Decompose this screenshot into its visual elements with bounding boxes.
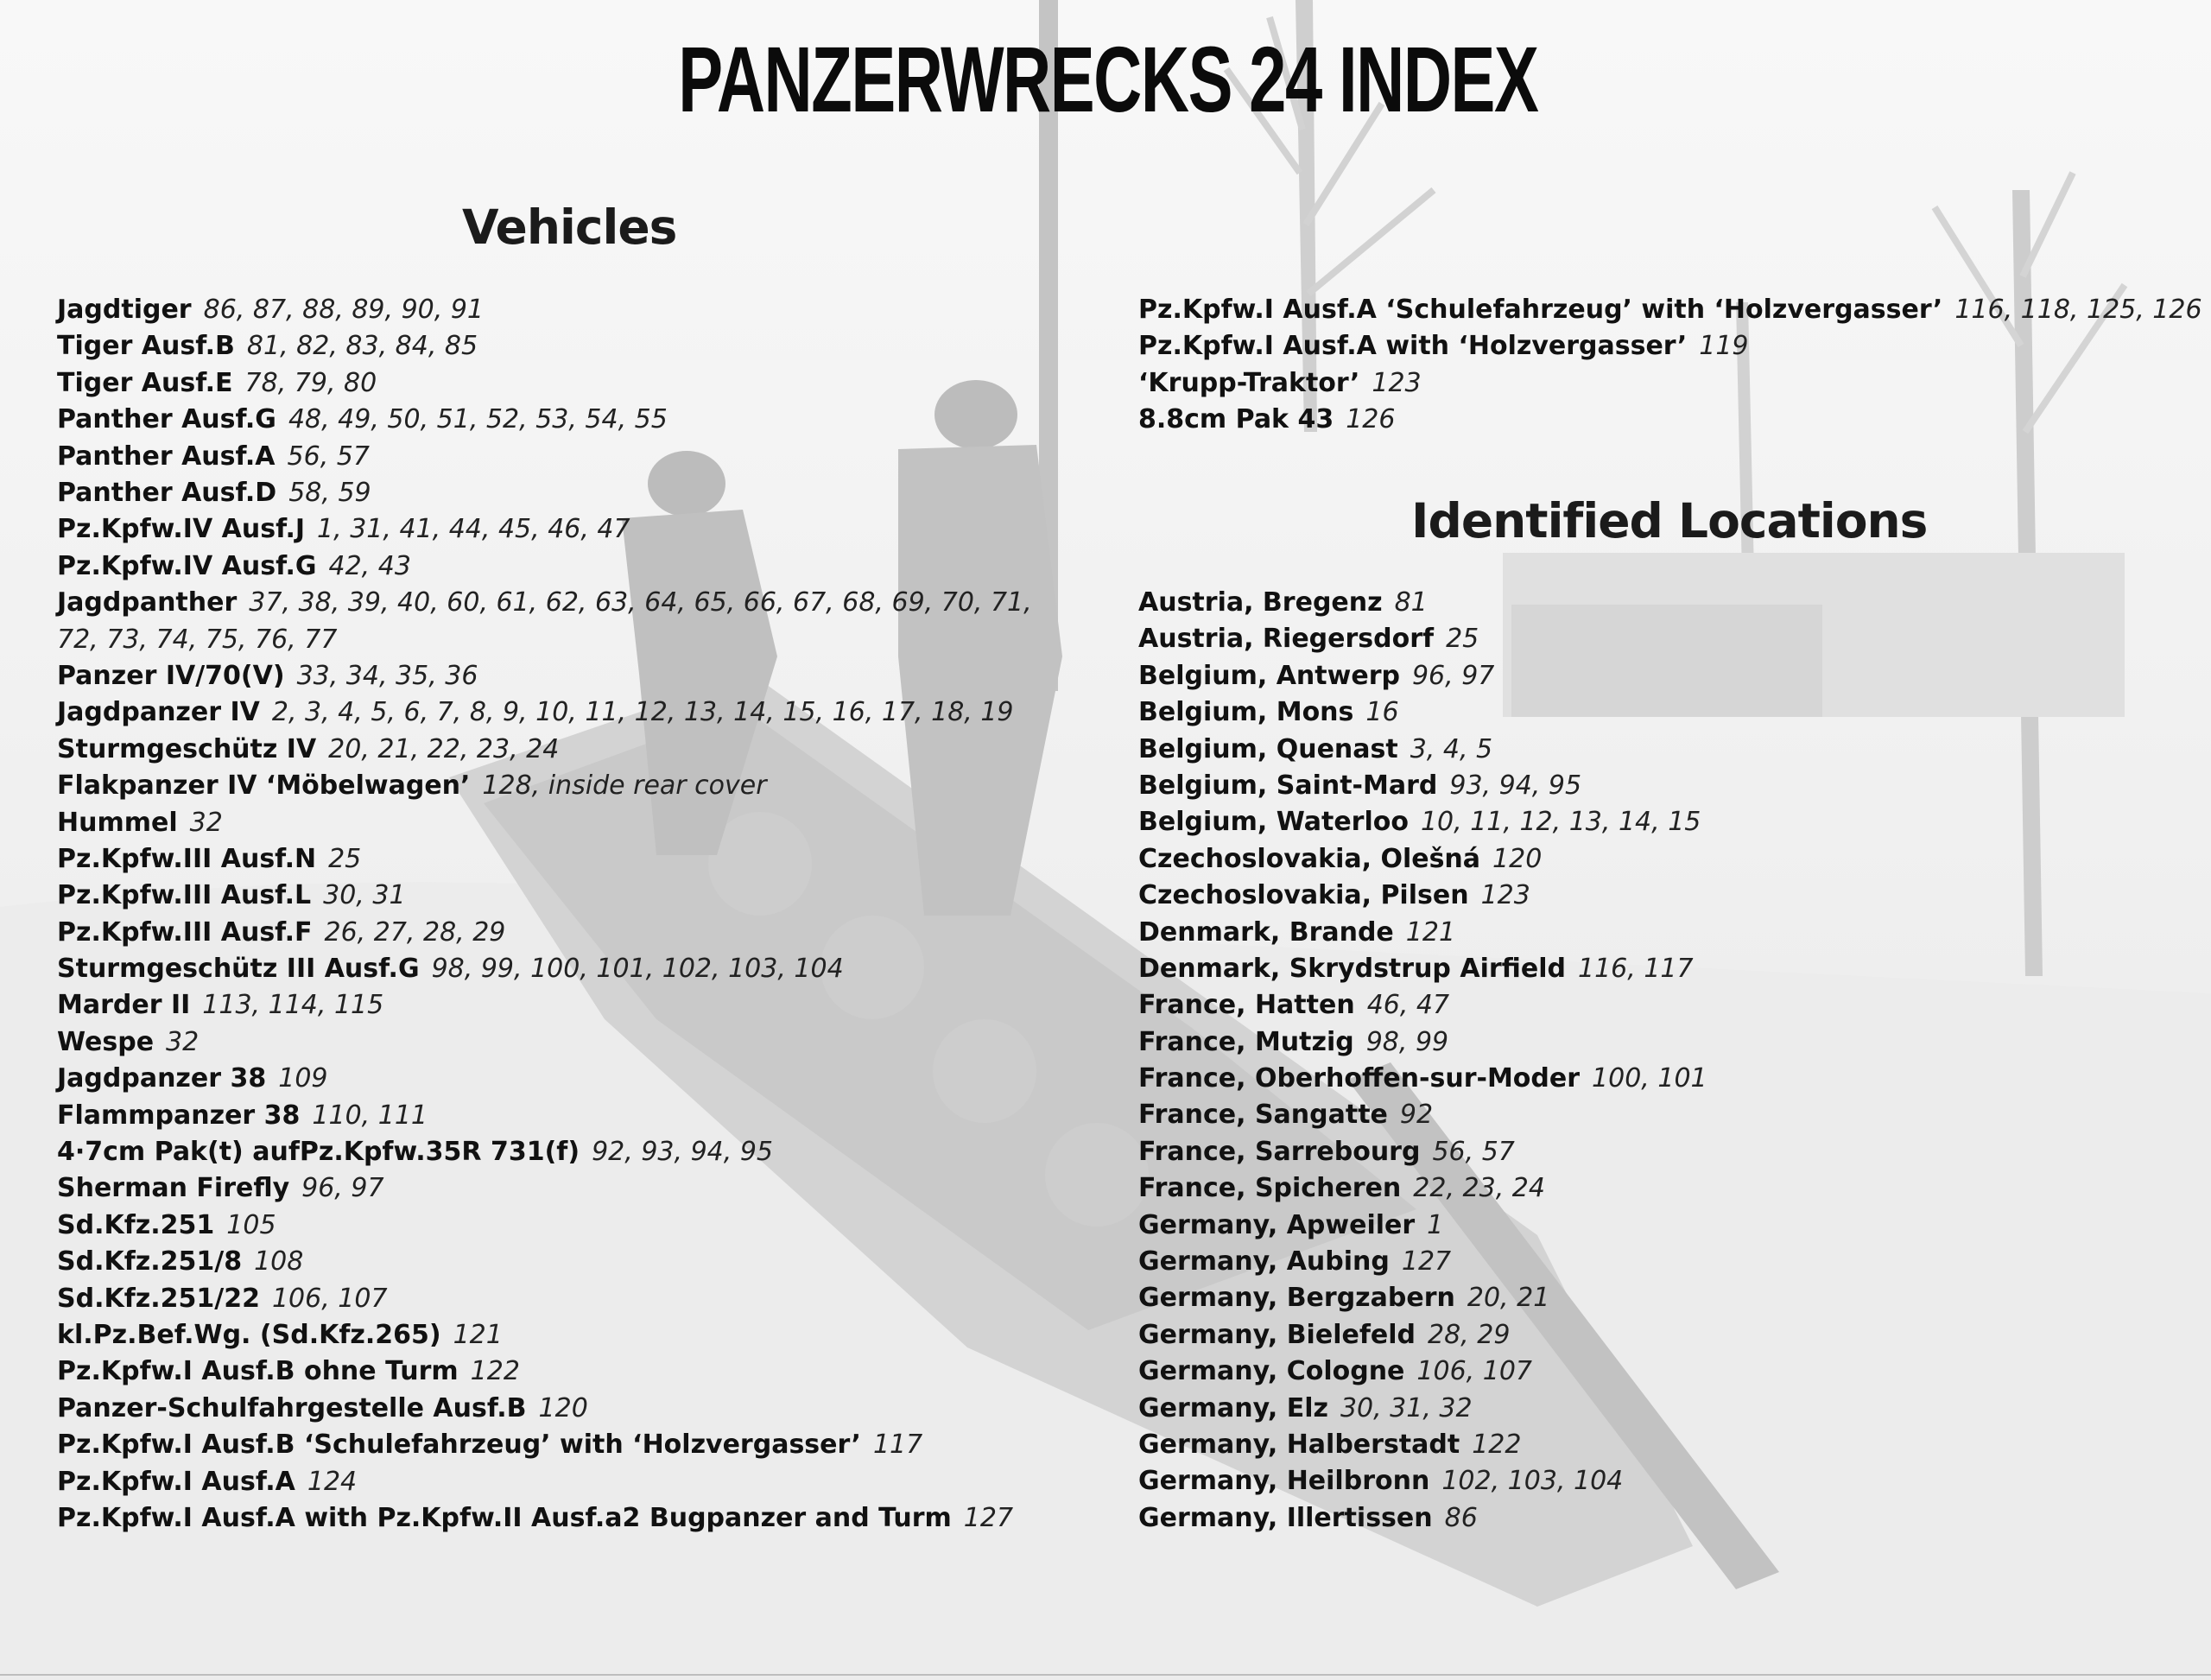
location-entry [1138,804,2192,840]
entry-name: France, Oberhoffen-sur-Moder [1138,1063,1581,1094]
entry-name: Sturmgeschütz IV [57,733,317,764]
vehicle-entry [57,402,1050,438]
entry-pages: 86, 87, 88, 89, 90, 91 [203,295,485,325]
entry-pages: 121 [453,1319,503,1350]
entry-name: Wespe [57,1026,155,1057]
entry-name: Austria, Bregenz [1138,587,1383,618]
entry-name: Panther Ausf.A [57,441,276,472]
entry-name: Flammpanzer 38 [57,1100,301,1131]
entry-pages: 127 [963,1502,1014,1533]
entry-name: Tiger Ausf.B [57,331,235,362]
entry-pages: 1, 31, 41, 44, 45, 46, 47 [317,514,630,545]
entry-pages: 106, 107 [271,1283,388,1314]
entry-name: Panther Ausf.D [57,477,277,508]
entry-pages: 121 [1405,916,1456,948]
entry-pages: 2, 3, 4, 5, 6, 7, 8, 9, 10, 11, 12, 13, 14, 15, 16, 17, 18, 19 [271,697,1014,728]
entry-name: Belgium, Mons [1138,697,1354,728]
entry-pages: 98, 99 [1365,1026,1449,1057]
vehicle-entry [57,1317,1050,1354]
vehicle-entry [57,548,1050,585]
vehicle-entry [1138,402,2192,438]
entry-pages: 108 [254,1246,304,1277]
vehicle-entry [57,1208,1050,1244]
entry-pages: 30, 31 [323,880,406,911]
entry-name: Germany, Bergzabern [1138,1283,1455,1314]
vehicle-entry [57,1427,1050,1463]
vehicle-entry [57,1391,1050,1427]
entry-pages: 96, 97 [1411,660,1495,691]
entry-name: Sherman Firefly [57,1173,290,1204]
entry-pages: 117 [872,1430,923,1461]
location-entry [1138,878,2192,914]
entry-pages: 86 [1444,1502,1478,1533]
location-entry [1138,1061,2192,1097]
entry-pages: 120 [1492,843,1543,874]
entry-pages: 127 [1401,1246,1452,1277]
entry-pages: 20, 21, 22, 23, 24 [328,733,560,764]
vehicles-heading: Vehicles [462,200,677,255]
entry-name: Germany, Elz [1138,1392,1328,1423]
vehicle-entry [57,768,1050,804]
vehicle-entry [57,1170,1050,1207]
vehicle-entry [57,585,1050,658]
entry-pages: 25 [1446,624,1479,655]
vehicle-entry [57,915,1050,951]
entry-name: Pz.Kpfw.I Ausf.A ‘Schulefahrzeug’ with ‘Holzvergasser’ [1138,295,1943,325]
entry-name: Jagdpanther [57,587,238,618]
page-bottom-edge [0,1674,2211,1676]
vehicle-entry [57,1354,1050,1390]
entry-name: Denmark, Brande [1138,916,1394,948]
vehicle-entry [57,328,1050,365]
location-entry [1138,658,2192,694]
entry-name: Germany, Bielefeld [1138,1319,1416,1350]
entry-pages: 116, 118, 125, 126 [1954,295,2202,325]
entry-pages: 46, 47 [1366,990,1450,1021]
entry-pages: 110, 111 [312,1100,428,1131]
entry-name: Czechoslovakia, Olešná [1138,843,1481,874]
entry-name: Denmark, Skrydstrup Airfield [1138,953,1566,984]
vehicle-entry [57,1134,1050,1170]
vehicle-entry [1138,365,2192,402]
entry-pages: 96, 97 [301,1173,384,1204]
vehicle-entry [57,1464,1050,1500]
entry-pages: 48, 49, 50, 51, 52, 53, 54, 55 [288,404,668,435]
entry-name: Pz.Kpfw.III Ausf.N [57,843,317,874]
location-entry [1138,1134,2192,1170]
entry-pages: 20, 21 [1467,1283,1550,1314]
page-title: PANZERWRECKS 24 INDEX [678,27,1538,131]
entry-name: Marder II [57,990,191,1021]
entry-pages: 123 [1480,880,1530,911]
entry-name: Hummel [57,807,178,838]
entry-pages: 16 [1365,697,1399,728]
entry-name: Pz.Kpfw.I Ausf.B ohne Turm [57,1356,459,1387]
entry-pages: 1 [1427,1209,1444,1240]
entry-name: Jagdpanzer 38 [57,1063,267,1094]
entry-pages: 3, 4, 5 [1410,733,1493,764]
vehicles-index-continued-list [1138,292,2202,439]
entry-name: Germany, Illertissen [1138,1502,1433,1533]
entry-pages: 22, 23, 24 [1413,1173,1545,1204]
entry-pages: 78, 79, 80 [244,367,377,398]
location-entry [1138,915,2192,951]
location-entry [1138,1170,2192,1207]
entry-pages: 128, inside rear cover [482,770,767,802]
vehicle-entry [57,1024,1050,1061]
vehicle-entry [57,987,1050,1024]
entry-name: Czechoslovakia, Pilsen [1138,880,1469,911]
vehicle-entry [57,292,1050,328]
entry-pages: 37, 38, 39, 40, 60, 61, 62, 63, 64, 65, 66, 67, 68, 69, 70, 71, 72, 73, 74, 75, 76, 77 [57,587,1032,655]
entry-name: Belgium, Antwerp [1138,660,1400,691]
entry-name: Panther Ausf.G [57,404,276,435]
vehicle-entry [57,805,1050,841]
location-entry [1138,1024,2192,1061]
location-entry [1138,1244,2192,1280]
location-entry [1138,1280,2192,1316]
location-entry [1138,1500,2192,1537]
entry-name: Pz.Kpfw.IV Ausf.G [57,550,317,581]
vehicle-entry [57,1281,1050,1317]
vehicle-entry [1138,292,2202,328]
entry-name: Pz.Kpfw.I Ausf.A with ‘Holzvergasser’ [1138,331,1688,362]
location-entry [1138,951,2192,987]
vehicle-entry [57,841,1050,878]
entry-name: Germany, Apweiler [1138,1209,1416,1240]
location-entry [1138,1354,2192,1390]
entry-name: Sturmgeschütz III Ausf.G [57,954,420,985]
vehicle-entry [57,475,1050,511]
entry-pages: 116, 117 [1578,953,1694,984]
vehicle-entry [57,694,1050,731]
entry-name: Panzer-Schulfahrgestelle Ausf.B [57,1392,527,1423]
entry-name: France, Sangatte [1138,1100,1388,1131]
entry-name: Germany, Aubing [1138,1246,1390,1277]
location-entry [1138,732,2192,768]
entry-pages: 26, 27, 28, 29 [324,916,506,948]
entry-pages: 109 [278,1063,328,1094]
vehicle-entry [57,365,1050,402]
location-entry [1138,987,2192,1024]
entry-name: France, Spicheren [1138,1173,1402,1204]
entry-pages: 33, 34, 35, 36 [296,660,478,691]
entry-pages: 25 [328,843,362,874]
location-entry [1138,1427,2192,1463]
entry-name: ‘Krupp-Traktor’ [1138,367,1360,398]
location-entry [1138,621,2192,657]
entry-name: 8.8cm Pak 43 [1138,404,1334,435]
entry-pages: 10, 11, 12, 13, 14, 15 [1420,807,1701,838]
location-entry [1138,768,2192,804]
entry-pages: 56, 57 [287,441,370,472]
location-entry [1138,841,2192,878]
locations-index-list [1138,585,2192,1537]
entry-pages: 58, 59 [288,477,371,508]
vehicle-entry [57,1061,1050,1097]
location-entry [1138,1463,2192,1499]
entry-name: France, Hatten [1138,990,1355,1021]
location-entry [1138,694,2192,731]
entry-pages: 122 [470,1356,520,1387]
vehicle-entry [57,732,1050,768]
entry-pages: 122 [1472,1429,1522,1460]
entry-name: Germany, Heilbronn [1138,1466,1430,1497]
location-entry [1138,1208,2192,1244]
entry-pages: 32 [166,1026,200,1057]
entry-pages: 81, 82, 83, 84, 85 [246,331,478,362]
entry-pages: 123 [1372,367,1422,398]
entry-pages: 32 [189,807,223,838]
vehicle-entry [1138,328,2192,365]
entry-name: France, Sarrebourg [1138,1136,1421,1167]
entry-name: Pz.Kpfw.III Ausf.L [57,880,312,911]
entry-pages: 92 [1399,1100,1434,1131]
entry-pages: 30, 31, 32 [1340,1392,1473,1423]
entry-name: Pz.Kpfw.I Ausf.A with Pz.Kpfw.II Ausf.a2 Bugpanzer and Turm [57,1502,952,1533]
vehicle-entry [57,951,1050,987]
entry-name: Jagdtiger [57,295,192,325]
entry-pages: 120 [538,1392,588,1423]
vehicle-entry [57,1500,1050,1537]
entry-pages: 81 [1394,587,1428,618]
entry-name: Sd.Kfz.251/22 [57,1283,260,1314]
entry-pages: 92, 93, 94, 95 [592,1137,773,1168]
location-entry [1138,585,2192,621]
entry-pages: 113, 114, 115 [202,990,384,1021]
entry-name: Pz.Kpfw.III Ausf.F [57,916,313,948]
entry-name: Flakpanzer IV ‘Möbelwagen’ [57,770,471,802]
entry-name: Germany, Halberstadt [1138,1429,1460,1460]
vehicle-entry [57,511,1050,548]
vehicle-entry [57,878,1050,914]
entry-name: Belgium, Waterloo [1138,807,1409,838]
entry-name: Pz.Kpfw.I Ausf.A [57,1466,295,1497]
entry-pages: 102, 103, 104 [1441,1466,1624,1497]
entry-pages: 100, 101 [1592,1063,1707,1094]
vehicle-entry [57,1244,1050,1280]
entry-name: Sd.Kfz.251/8 [57,1246,243,1277]
location-entry [1138,1097,2192,1133]
entry-name: Tiger Ausf.E [57,367,233,398]
location-entry [1138,1391,2192,1427]
entry-pages: 28, 29 [1427,1319,1511,1350]
entry-name: France, Mutzig [1138,1026,1354,1057]
entry-name: Pz.Kpfw.IV Ausf.J [57,514,306,545]
vehicle-entry [57,1098,1050,1134]
locations-heading: Identified Locations [1411,493,1928,548]
vehicles-index-list [57,292,1050,1537]
entry-pages: 106, 107 [1416,1356,1532,1387]
entry-name: Belgium, Quenast [1138,733,1398,764]
entry-name: Germany, Cologne [1138,1356,1405,1387]
entry-pages: 124 [307,1466,358,1497]
entry-name: Pz.Kpfw.I Ausf.B ‘Schulefahrzeug’ with ‘Holzvergasser’ [57,1430,861,1461]
entry-pages: 56, 57 [1432,1136,1515,1167]
entry-pages: 126 [1346,404,1396,435]
entry-name: Jagdpanzer IV [57,697,260,728]
entry-name: kl.Pz.Bef.Wg. (Sd.Kfz.265) [57,1319,441,1350]
vehicle-entry [57,439,1050,475]
entry-pages: 119 [1699,331,1749,362]
entry-name: Austria, Riegersdorf [1138,624,1435,655]
vehicle-entry [57,658,1050,694]
entry-pages: 93, 94, 95 [1449,770,1582,801]
entry-pages: 105 [226,1209,276,1240]
entry-name: Panzer IV/70(V) [57,660,285,691]
entry-name: 4·7cm Pak(t) aufPz.Kpfw.35R 731(f) [57,1137,580,1168]
location-entry [1138,1317,2192,1354]
entry-name: Sd.Kfz.251 [57,1209,215,1240]
entry-pages: 98, 99, 100, 101, 102, 103, 104 [431,954,844,985]
entry-pages: 42, 43 [328,550,411,581]
entry-name: Belgium, Saint-Mard [1138,770,1438,801]
